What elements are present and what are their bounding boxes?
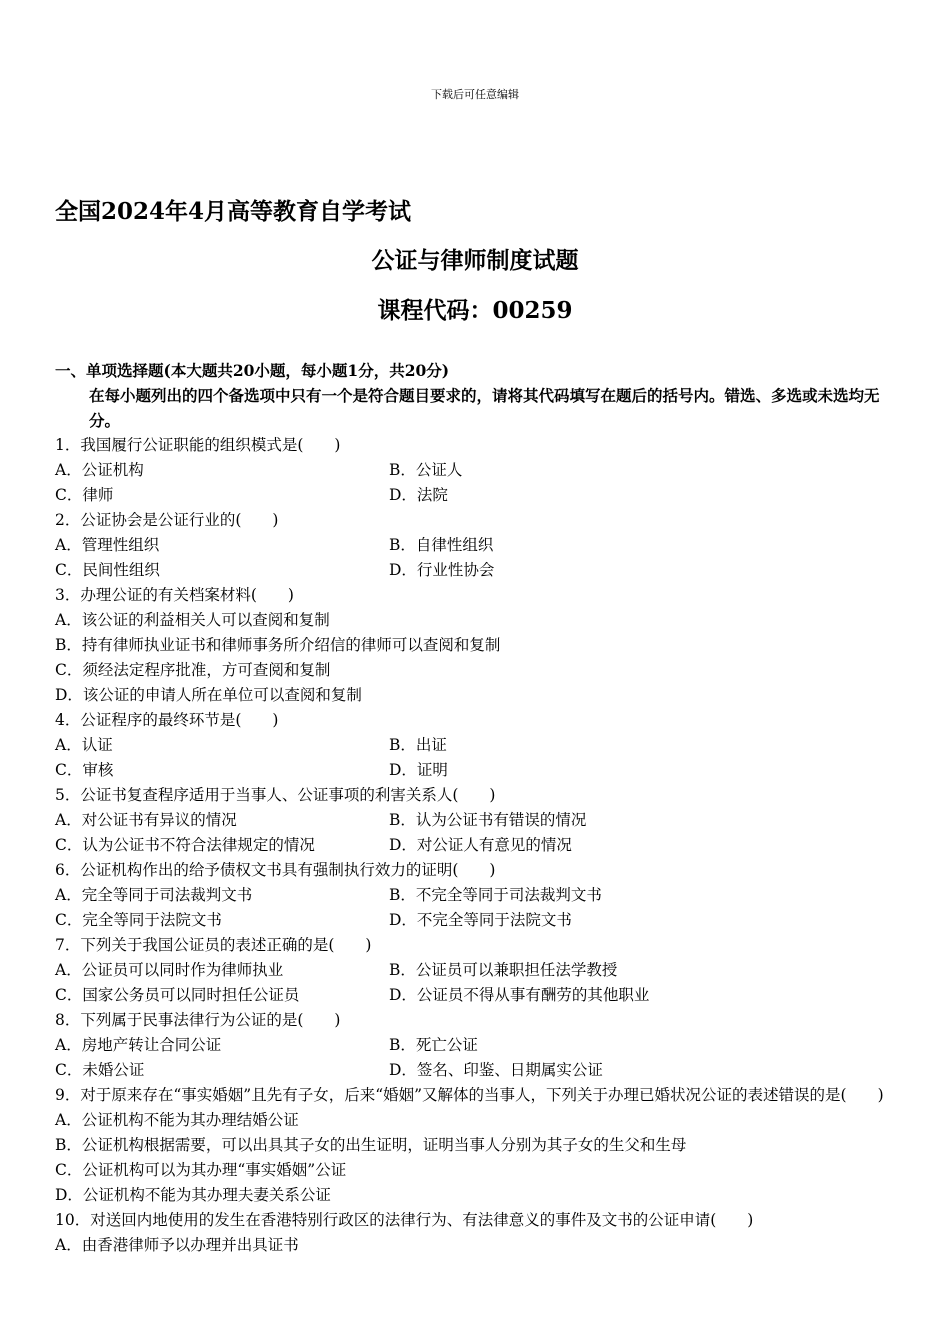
answer-option: C．未婚公证 xyxy=(55,1061,145,1079)
option-row xyxy=(55,908,900,933)
question-list xyxy=(55,433,900,1258)
answer-option: A．公证机构 xyxy=(55,461,144,479)
option-row xyxy=(55,533,900,558)
option-row xyxy=(55,758,900,783)
answer-option: D．该公证的申请人所在单位可以查阅和复制 xyxy=(55,686,362,704)
answer-option: B．死亡公证 xyxy=(389,1036,478,1054)
answer-option: C．完全等同于法院文书 xyxy=(55,911,222,929)
answer-option: C．律师 xyxy=(55,486,114,504)
answer-option: C．国家公务员可以同时担任公证员 xyxy=(55,986,300,1004)
section-heading: 一、单项选择题(本大题共20小题，每小题1分，共20分) xyxy=(55,361,450,380)
answer-option: B．认为公证书有错误的情况 xyxy=(389,811,587,829)
answer-option: C．民间性组织 xyxy=(55,561,160,579)
question-stem: 10．对送回内地使用的发生在香港特别行政区的法律行为、有法律意义的事件及文书的公证申请( ) xyxy=(55,1211,754,1229)
answer-option: D．法院 xyxy=(389,486,448,504)
question-stem: 6．公证机构作出的给予债权文书具有强制执行效力的证明( ) xyxy=(55,861,496,879)
answer-option: A．房地产转让合同公证 xyxy=(55,1036,222,1054)
question-stem: 7．下列关于我国公证员的表述正确的是( ) xyxy=(55,936,372,954)
exam-subtitle: 公证与律师制度试题 xyxy=(371,247,579,274)
answer-option: D．公证机构不能为其办理夫妻关系公证 xyxy=(55,1186,331,1204)
answer-option: A．公证机构不能为其办理结婚公证 xyxy=(55,1111,299,1129)
option-row xyxy=(55,458,900,483)
question-stem: 1．我国履行公证职能的组织模式是( ) xyxy=(55,436,341,454)
answer-option: C．审核 xyxy=(55,761,114,779)
course-code: 课程代码：00259 xyxy=(377,297,573,324)
answer-option: B．公证人 xyxy=(389,461,463,479)
option-row xyxy=(55,808,900,833)
option-row xyxy=(55,883,900,908)
option-row xyxy=(55,958,900,983)
question-stem: 3．办理公证的有关档案材料( ) xyxy=(55,586,294,604)
answer-option: C．认为公证书不符合法律规定的情况 xyxy=(55,836,315,854)
answer-option: B．持有律师执业证书和律师事务所介绍信的律师可以查阅和复制 xyxy=(55,636,501,654)
answer-option: D．对公证人有意见的情况 xyxy=(389,836,572,854)
answer-option: B．公证机构根据需要，可以出具其子女的出生证明，证明当事人分别为其子女的生父和生母 xyxy=(55,1136,687,1154)
answer-option: A．对公证书有异议的情况 xyxy=(55,811,237,829)
answer-option: B．自律性组织 xyxy=(389,536,494,554)
answer-option: D．签名、印鉴、日期属实公证 xyxy=(389,1061,603,1079)
header-note: 下载后可任意编辑 xyxy=(431,88,519,101)
question-stem: 2．公证协会是公证行业的( ) xyxy=(55,511,279,529)
answer-option: A．由香港律师予以办理并出具证书 xyxy=(55,1236,299,1254)
option-row xyxy=(55,833,900,858)
answer-option: C．公证机构可以为其办理“事实婚姻”公证 xyxy=(55,1161,347,1179)
answer-option: A．该公证的利益相关人可以查阅和复制 xyxy=(55,611,330,629)
option-row xyxy=(55,1058,900,1083)
option-row xyxy=(55,483,900,508)
answer-option: A．管理性组织 xyxy=(55,536,160,554)
section-instruction: 在每小题列出的四个备选项中只有一个是符合题目要求的，请将其代码填写在题后的括号内。错选、多选或未选均无分。 xyxy=(89,386,880,430)
option-row xyxy=(55,1033,900,1058)
answer-option: A．公证员可以同时作为律师执业 xyxy=(55,961,284,979)
answer-option: C．须经法定程序批准，方可查阅和复制 xyxy=(55,661,331,679)
question-stem: 8．下列属于民事法律行为公证的是( ) xyxy=(55,1011,341,1029)
question-stem: 4．公证程序的最终环节是( ) xyxy=(55,711,279,729)
question-stem: 5．公证书复查程序适用于当事人、公证事项的利害关系人( ) xyxy=(55,786,496,804)
exam-title: 全国2024年4月高等教育自学考试 xyxy=(55,198,412,225)
answer-option: D．证明 xyxy=(389,761,448,779)
option-row xyxy=(55,733,900,758)
answer-option: B．不完全等同于司法裁判文书 xyxy=(389,886,602,904)
exam-content xyxy=(55,358,900,1258)
answer-option: A．认证 xyxy=(55,736,113,754)
answer-option: A．完全等同于司法裁判文书 xyxy=(55,886,253,904)
answer-option: D．不完全等同于法院文书 xyxy=(389,911,572,929)
answer-option: D．公证员不得从事有酬劳的其他职业 xyxy=(389,986,650,1004)
answer-option: B．公证员可以兼职担任法学教授 xyxy=(389,961,618,979)
answer-option: D．行业性协会 xyxy=(389,561,495,579)
option-row xyxy=(55,558,900,583)
answer-option: B．出证 xyxy=(389,736,447,754)
question-stem: 9．对于原来存在“事实婚姻”且先有子女，后来“婚姻”又解体的当事人，下列关于办理已婚状况公证的表述错误的是( ) xyxy=(55,1086,884,1104)
option-row xyxy=(55,983,900,1008)
